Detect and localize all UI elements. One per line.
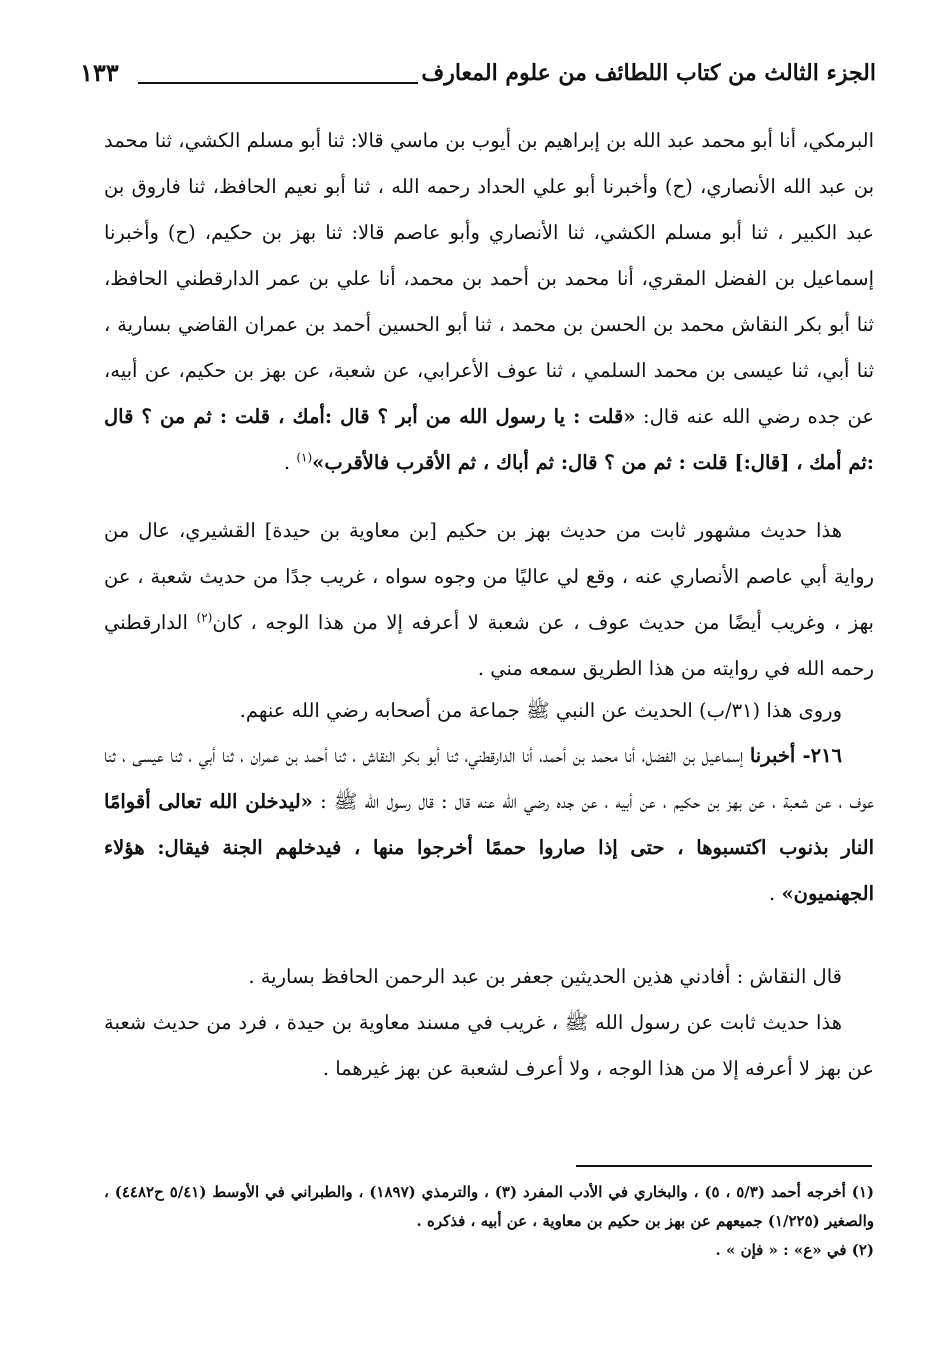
footnote-ref-1: (١) xyxy=(296,450,313,465)
page-header xyxy=(80,58,876,98)
running-title: الجزء الثالث من كتاب اللطائف من علوم المعارف xyxy=(421,60,876,86)
footnote-ref-2: (٢) xyxy=(196,610,213,625)
commentary-text: هذا حديث مشهور ثابت من حديث بهز بن حكيم [بن معاوية بن حيدة] القشيري، عال من رواية أبي عاصم الأنصاري عنه ، وقع لي عاليًا من وجوه سواه ، غريب جدًا من حديث شعبة ، عن بهز ، وغريب أيضًا من حديث عوف ، عن شعبة لا أعرفه إلا من هذا الوجه ، كان xyxy=(104,519,874,634)
paragraph-commentary xyxy=(104,508,874,692)
page-number: ١٣٣ xyxy=(80,58,119,87)
hadith-text: «ليدخلن الله تعالى أقوامًا النار بذنوب اكتسبوها ، حتى إذا صاروا حممًا أخرجوا منها ، فيدخلهم الجنة فيقال: هؤلاء الجهنميون» xyxy=(104,790,874,905)
paragraph-narration xyxy=(104,688,874,734)
hadith-number: ٢١٦- أخبرنا xyxy=(749,744,843,767)
footnotes xyxy=(104,1178,874,1265)
narration-text: وروى هذا (٣١/ب) الحديث عن النبي ﷺ جماعة من أصحابه رضي الله عنهم. xyxy=(239,699,842,722)
paragraph-naqqash xyxy=(104,954,874,1000)
paragraph-end: . xyxy=(769,882,782,905)
footnote-1: (١) أخرجه أحمد (٥/٣ ، ٥) ، والبخاري في الأدب المفرد (٣) ، والترمذي (١٨٩٧) ، والطبراني في الأوسط (٥/٤١ ح٤٤٨٢) ، والصغير (١/٢٢٥) جميعهم عن بهز بن حكيم بن معاوية ، عن أبيه ، فذكره . xyxy=(104,1183,874,1230)
isnad-text: البرمكي، أنا أبو محمد عبد الله بن إبراهيم بن أيوب بن ماسي قالا: ثنا أبو مسلم الكشي، ثنا محمد بن عبد الله الأنصاري، (ح) وأخبرنا أبو علي الحداد رحمه الله ، ثنا أبو نعيم الحافظ، ثنا فاروق بن عبد الكبير ، ثنا أبو مسلم الكشي، ثنا الأنصاري وأبو عاصم قالا: ثنا بهز بن حكيم، (ح) وأخبرنا إسماعيل بن الفضل المقري، أنا محمد بن أحمد بن محمد، أنا علي بن عمر الدارقطني الحافظ، ثنا أبو بكر النقاش محمد بن الحسن بن محمد ، ثنا أبو الحسين أحمد بن عمران القاضي بسارية ، ثنا أبي، ثنا عيسى بن محمد السلمي ، ثنا عوف الأعرابي، عن شعبة، عن بهز بن حكيم، عن أبيه، عن جده رضي الله عنه قال: xyxy=(104,129,875,428)
naqqash-text: قال النقاش : أفادني هذين الحديثين جعفر بن عبد الرحمن الحافظ بسارية . xyxy=(248,965,842,988)
footnote-2: (٢) في «ع» : « فإن » . xyxy=(715,1241,874,1259)
commentary-text-end: الدارقطني رحمه الله في روايته من هذا الطريق سمعه مني . xyxy=(104,611,874,680)
hadith-text: «قلت : يا رسول الله من أبر ؟ قال :أمك ، قلت : ثم من ؟ قال :ثم أمك ، [قال:] قلت : ثم من ؟ قال: ثم أباك ، ثم الأقرب فالأقرب» xyxy=(104,405,874,474)
isnad-text: إسماعيل بن الفضل، أنا محمد بن أحمد، أنا الدارقطني، ثنا أبو بكر النقاش ، ثنا أحمد بن عمران ، ثنا أبي ، ثنا عيسى ، ثنا عوف ، عن شعبة ، عن بهز بن حكيم ، عن أبيه ، عن جده رضي الله عنه قال : قال رسول الله ﷺ : xyxy=(104,744,874,813)
paragraph-hadith-216 xyxy=(104,733,874,917)
paragraph-grading xyxy=(104,1000,874,1092)
grading-text: هذا حديث ثابت عن رسول الله ﷺ ، غريب في مسند معاوية بن حيدة ، فرد من حديث شعبة عن بهز لا أعرفه إلا من هذا الوجه ، ولا أعرف لشعبة عن بهز غيرهما . xyxy=(104,1011,874,1080)
header-rule xyxy=(138,82,418,84)
footnote-rule xyxy=(576,1165,872,1167)
paragraph-end: . xyxy=(283,451,297,474)
paragraph-isnad xyxy=(104,118,874,486)
